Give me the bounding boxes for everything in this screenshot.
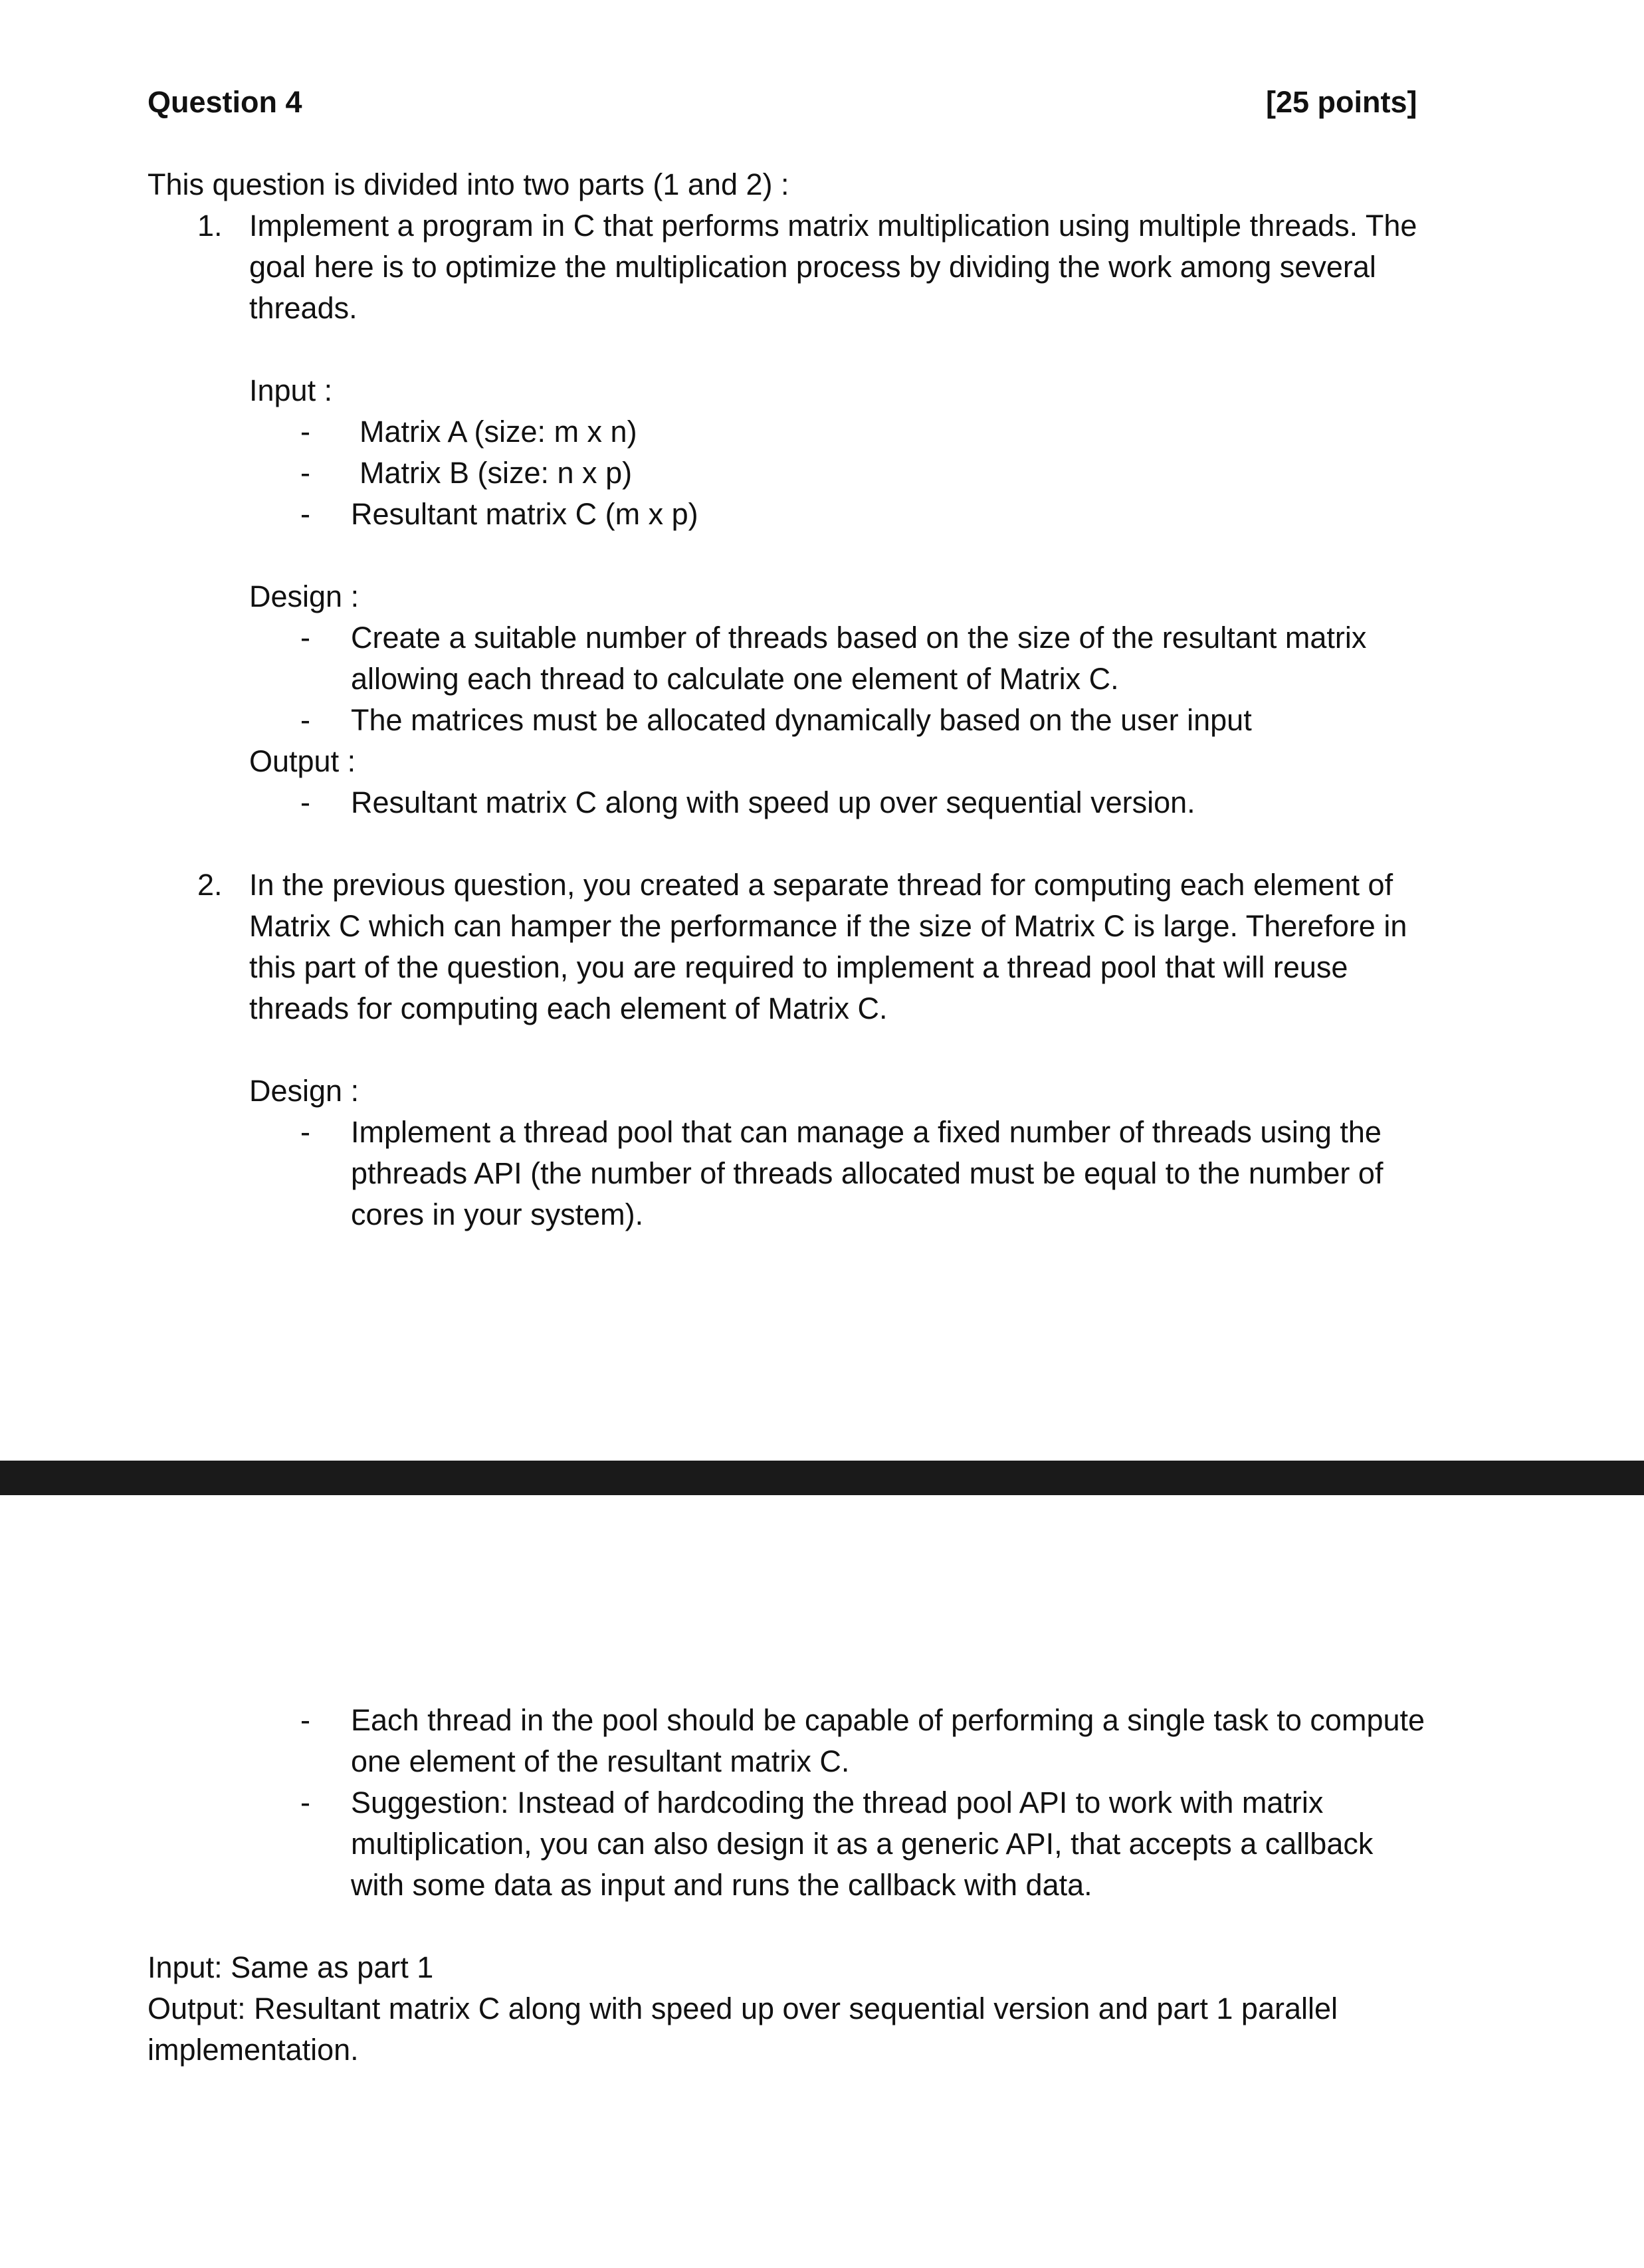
intro-text: This question is divided into two parts (1 and 2) :: [148, 167, 789, 201]
points-label: [25 points]: [1266, 85, 1417, 119]
bullet-dash: -: [300, 703, 310, 737]
bullet-dash: -: [300, 621, 310, 655]
part2-design-item-line: with some data as input and runs the callback with data.: [351, 1868, 1092, 1902]
part2-design-item-line: Each thread in the pool should be capable of performing a single task to compute: [351, 1703, 1425, 1737]
part2-design-item-line: one element of the resultant matrix C.: [351, 1744, 850, 1778]
part2-line: this part of the question, you are required to implement a thread pool that will reuse: [249, 950, 1348, 984]
part1-design-item-line: The matrices must be allocated dynamically based on the user input: [351, 703, 1252, 737]
part1-output-item: Resultant matrix C along with speed up over sequential version.: [351, 785, 1195, 819]
bullet-dash: -: [300, 1115, 310, 1149]
part2-line: threads for computing each element of Matrix C.: [249, 991, 888, 1025]
part2-design-item-line: pthreads API (the number of threads allocated must be equal to the number of: [351, 1156, 1384, 1190]
bullet-dash: -: [300, 497, 310, 531]
footer-output-line: Output: Resultant matrix C along with speed up over sequential version and part 1 parallel: [148, 1992, 1338, 2025]
part1-output-label: Output :: [249, 744, 356, 778]
part2-number: 2.: [197, 868, 223, 902]
part2-design-label: Design :: [249, 1074, 360, 1108]
bullet-dash: -: [300, 415, 310, 449]
part1-input-label: Input :: [249, 373, 333, 407]
part1-design-item-line: allowing each thread to calculate one element of Matrix C.: [351, 662, 1119, 696]
bullet-dash: -: [300, 1786, 310, 1819]
bullet-dash: -: [300, 785, 310, 819]
part1-input-item: Matrix A (size: m x n): [360, 415, 637, 449]
footer-output-line: implementation.: [148, 2033, 359, 2067]
part1-number: 1.: [197, 209, 223, 243]
part1-line: goal here is to optimize the multiplication process by dividing the work among several: [249, 250, 1376, 284]
question-title: Question 4: [148, 85, 302, 119]
part1-input-item: Resultant matrix C (m x p): [351, 497, 698, 531]
part2-line: Matrix C which can hamper the performance if the size of Matrix C is large. Therefore in: [249, 909, 1407, 943]
bullet-dash: -: [300, 456, 310, 490]
part1-line: Implement a program in C that performs matrix multiplication using multiple threads. The: [249, 209, 1417, 243]
part2-design-item-line: cores in your system).: [351, 1197, 644, 1231]
bullet-dash: -: [300, 1703, 310, 1737]
part2-line: In the previous question, you created a separate thread for computing each element of: [249, 868, 1393, 902]
part1-design-item-line: Create a suitable number of threads based on the size of the resultant matrix: [351, 621, 1367, 655]
part1-line: threads.: [249, 291, 358, 325]
part1-input-item: Matrix B (size: n x p): [360, 456, 633, 490]
page-divider: [0, 1461, 1644, 1495]
part2-design-item-line: Implement a thread pool that can manage a fixed number of threads using the: [351, 1115, 1382, 1149]
part2-design-item-line: multiplication, you can also design it as a generic API, that accepts a callback: [351, 1827, 1374, 1861]
part2-design-item-line: Suggestion: Instead of hardcoding the thread pool API to work with matrix: [351, 1786, 1324, 1819]
footer-input-line: Input: Same as part 1: [148, 1950, 434, 1984]
part1-design-label: Design :: [249, 579, 360, 613]
